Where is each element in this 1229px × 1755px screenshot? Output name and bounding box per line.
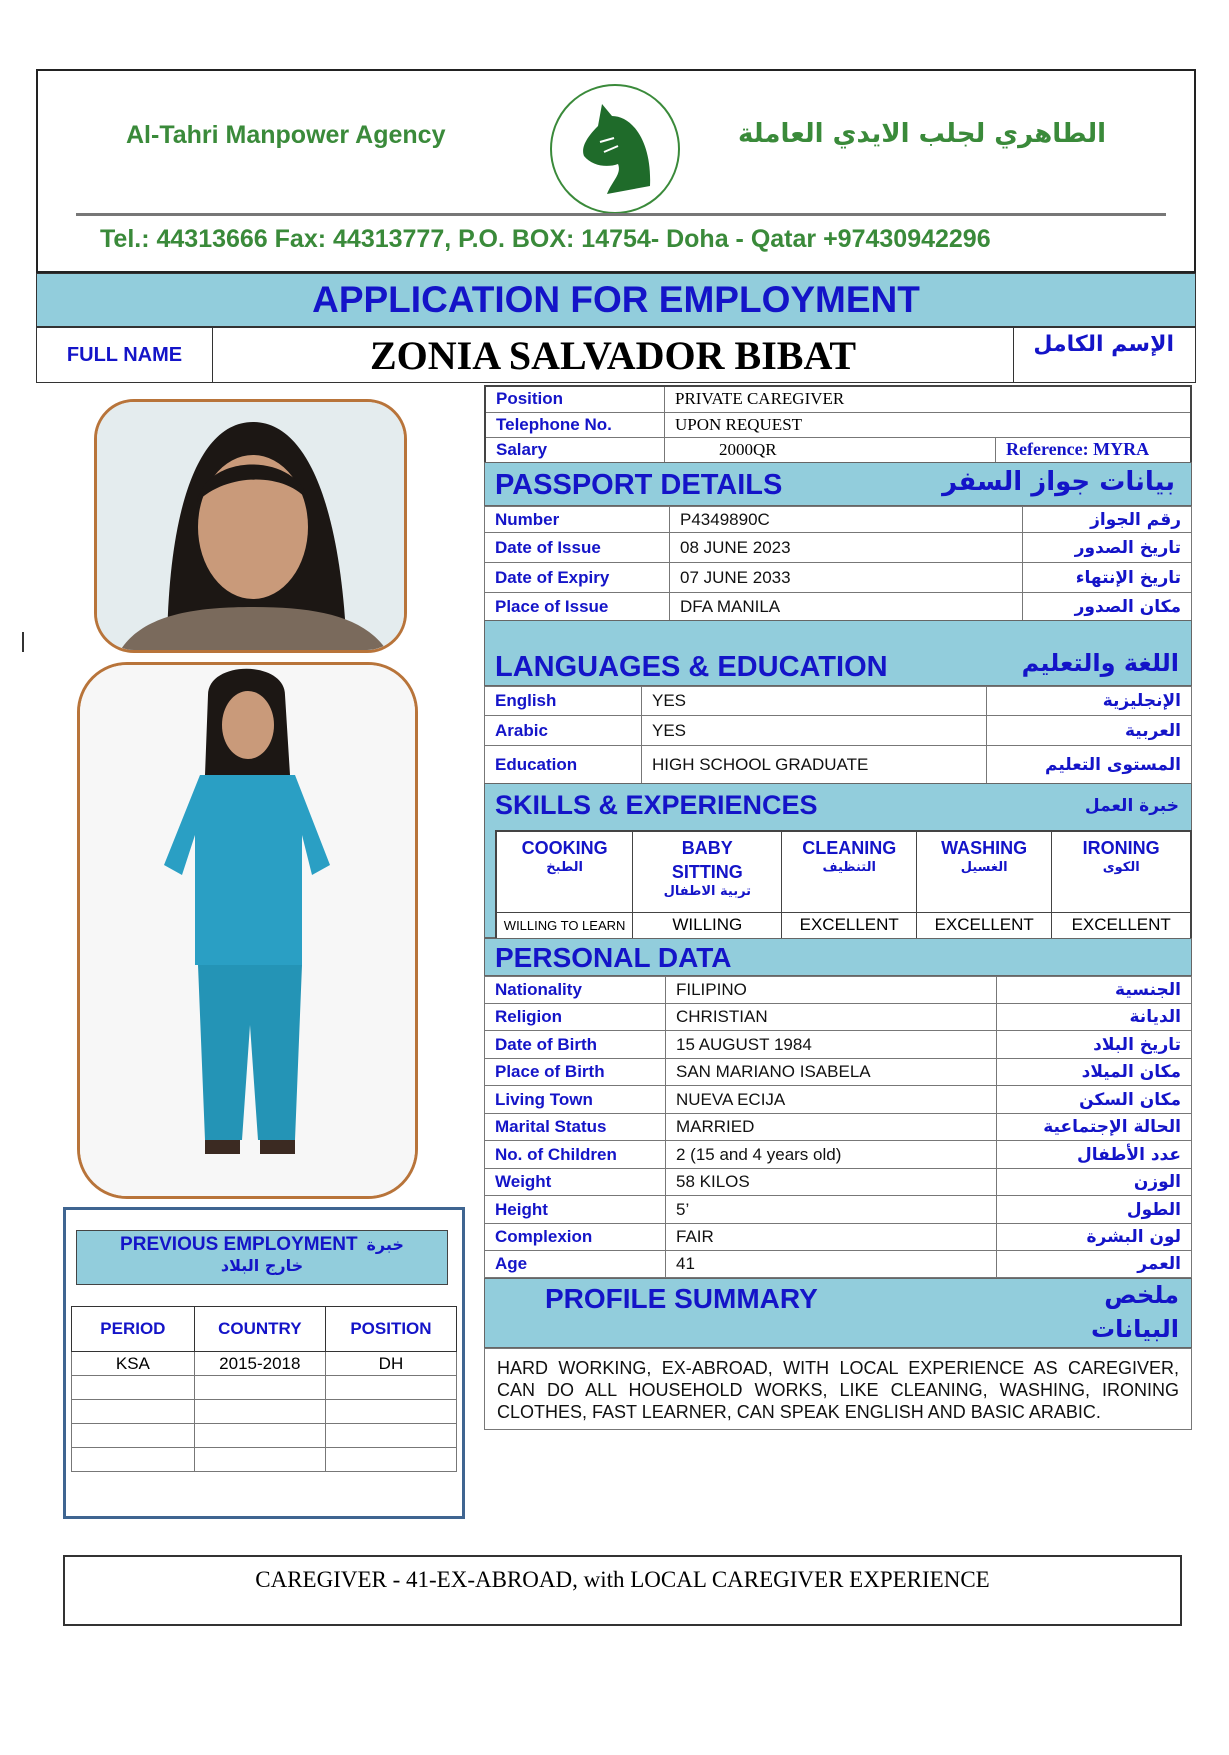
- skills-levels-row: [496, 912, 1191, 939]
- skill-name-ar: التنظيف: [822, 860, 876, 875]
- column-header: POSITION: [325, 1307, 456, 1352]
- form-title: APPLICATION FOR EMPLOYMENT: [312, 279, 920, 320]
- row-label: Education: [485, 746, 642, 784]
- row-value: 58 KILOS: [666, 1169, 997, 1196]
- job-info-table: [484, 385, 1192, 464]
- row-label-ar: تاريخ الإنتهاء: [1023, 563, 1192, 593]
- table-cell: 2015-2018: [194, 1352, 325, 1376]
- profile-summary-text: HARD WORKING, EX-ABROAD, WITH LOCAL EXPERIENCE AS CAREGIVER, CAN DO ALL HOUSEHOLD WORKS, LIKE CLEANING, WASHING, IRONING CLOTHES, FAST LEARNER, CAN SPEAK ENGLISH AND BASIC ARABIC.: [484, 1348, 1192, 1430]
- row-value: YES: [642, 716, 987, 746]
- skill-name-ar: الكوى: [1102, 860, 1140, 875]
- languages-title-ar: اللغة والتعليم: [1021, 649, 1179, 677]
- row-label: Nationality: [485, 977, 666, 1004]
- row-value: 15 AUGUST 1984: [666, 1031, 997, 1059]
- personal-header: [484, 938, 1192, 976]
- row-value: 2 (15 and 4 years old): [666, 1141, 997, 1169]
- form-title-band: [36, 273, 1196, 327]
- personal-table: [484, 976, 1192, 1278]
- row-value: MARRIED: [666, 1114, 997, 1141]
- row-label: Place of Issue: [485, 593, 670, 621]
- row-label: Date of Expiry: [485, 563, 670, 593]
- row-label: No. of Children: [485, 1141, 666, 1169]
- table-row: [72, 1424, 457, 1448]
- table-row: [485, 687, 1192, 716]
- table-cell: KSA: [72, 1352, 195, 1376]
- skills-names-row: [496, 831, 1191, 912]
- agency-name-ar: الطاهري لجلب الايدي العاملة: [738, 119, 1107, 149]
- row-label: Complexion: [485, 1224, 666, 1251]
- skill-level: WILLING TO LEARN: [496, 912, 633, 939]
- row-label-ar: الديانة: [997, 1004, 1192, 1031]
- row-label-ar: تاريخ البلاد: [997, 1031, 1192, 1059]
- table-cell: [194, 1448, 325, 1472]
- row-label-ar: رقم الجواز: [1023, 507, 1192, 533]
- row-label: Arabic: [485, 716, 642, 746]
- row-label: English: [485, 687, 642, 716]
- full-name-value: ZONIA SALVADOR BIBAT: [213, 328, 1014, 382]
- previous-employment-header: [76, 1230, 448, 1285]
- table-row: [72, 1352, 457, 1376]
- salary-label: Salary: [485, 437, 665, 463]
- skill-name: BABY SITTING: [671, 838, 743, 882]
- row-label: Religion: [485, 1004, 666, 1031]
- table-cell: [72, 1400, 195, 1424]
- row-label-ar: مكان الصدور: [1023, 593, 1192, 621]
- table-cell: [325, 1376, 456, 1400]
- full-name-label-ar: الإسم الكامل: [1033, 332, 1174, 357]
- table-cell: [194, 1424, 325, 1448]
- table-row: [485, 1251, 1192, 1278]
- row-value: HIGH SCHOOL GRADUATE: [642, 746, 987, 784]
- footer-note: CAREGIVER - 41-EX-ABROAD, with LOCAL CAREGIVER EXPERIENCE: [63, 1555, 1182, 1626]
- skill-level: WILLING: [633, 912, 782, 939]
- horse-logo-icon: [550, 84, 680, 214]
- skill-name: COOKING: [521, 838, 608, 858]
- row-label-ar: عدد الأطفال: [997, 1141, 1192, 1169]
- row-value: FAIR: [666, 1224, 997, 1251]
- table-row: [72, 1400, 457, 1424]
- row-value: CHRISTIAN: [666, 1004, 997, 1031]
- table-cell: [72, 1448, 195, 1472]
- header-divider: [76, 213, 1166, 216]
- table-row: [485, 593, 1192, 621]
- row-value: DFA MANILA: [670, 593, 1023, 621]
- profile-header: [484, 1278, 1192, 1348]
- row-value: 41: [666, 1251, 997, 1278]
- table-cell: [72, 1424, 195, 1448]
- row-value: 5’: [666, 1196, 997, 1224]
- row-label: Number: [485, 507, 670, 533]
- profile-title: PROFILE SUMMARY: [545, 1283, 818, 1314]
- passport-table: [484, 506, 1192, 621]
- skill-level: EXCELLENT: [1052, 912, 1191, 939]
- previous-employment-box: [63, 1207, 465, 1519]
- table-row: [485, 1141, 1192, 1169]
- row-label-ar: الجنسية: [997, 977, 1192, 1004]
- position-label: Position: [485, 386, 665, 412]
- profile-title-ar-1: ملخص: [1104, 1281, 1179, 1309]
- skill-name-ar: الطبخ: [546, 860, 583, 875]
- skill-level: EXCELLENT: [917, 912, 1052, 939]
- table-cell: [194, 1400, 325, 1424]
- full-name-label: FULL NAME: [37, 328, 213, 382]
- full-name-row: [36, 327, 1196, 383]
- profile-title-ar-2: البيانات: [1091, 1315, 1179, 1343]
- telephone-value: UPON REQUEST: [665, 412, 1192, 437]
- previous-employment-title-ar-1: خبرة: [366, 1235, 404, 1254]
- table-row: [72, 1448, 457, 1472]
- skill-header: [782, 831, 917, 912]
- passport-title-ar: بيانات جواز السفر: [942, 467, 1175, 497]
- row-label-ar: الإنجليزية: [987, 687, 1192, 716]
- row-label-ar: المستوى التعليم: [987, 746, 1192, 784]
- previous-employment-table: [71, 1306, 457, 1472]
- full-body-photo: [77, 662, 418, 1199]
- row-label: Living Town: [485, 1086, 666, 1114]
- row-label-ar: العربية: [987, 716, 1192, 746]
- table-row: [485, 563, 1192, 593]
- skill-header: [917, 831, 1052, 912]
- reference: Reference: MYRA: [996, 437, 1192, 463]
- languages-table: [484, 686, 1192, 784]
- skill-name-ar: تربية الاطفال: [663, 884, 752, 899]
- personal-title: PERSONAL DATA: [495, 942, 732, 973]
- table-cell: [194, 1376, 325, 1400]
- portrait-photo: [94, 399, 407, 653]
- table-row: [485, 1114, 1192, 1141]
- skills-title-ar: خبرة العمل: [1084, 796, 1179, 816]
- skill-name: CLEANING: [802, 838, 897, 858]
- row-label-ar: لون البشرة: [997, 1224, 1192, 1251]
- skill-level: EXCELLENT: [782, 912, 917, 939]
- table-row: [72, 1376, 457, 1400]
- row-label: Height: [485, 1196, 666, 1224]
- table-header-row: [72, 1307, 457, 1352]
- table-cell: [325, 1424, 456, 1448]
- agency-name-en: Al-Tahri Manpower Agency: [126, 121, 446, 149]
- table-row: [485, 507, 1192, 533]
- table-row: [485, 1031, 1192, 1059]
- table-row: [485, 533, 1192, 563]
- table-row: [485, 1169, 1192, 1196]
- skill-header: [633, 831, 782, 912]
- row-value: P4349890C: [670, 507, 1023, 533]
- row-value: NUEVA ECIJA: [666, 1086, 997, 1114]
- letterhead: [36, 69, 1196, 273]
- row-label-ar: الطول: [997, 1196, 1192, 1224]
- table-row: [485, 1224, 1192, 1251]
- skill-header: [496, 831, 633, 912]
- row-label-ar: مكان السكن: [997, 1086, 1192, 1114]
- table-cell: DH: [325, 1352, 456, 1376]
- row-label-ar: الحالة الإجتماعية: [997, 1114, 1192, 1141]
- table-row: [485, 1059, 1192, 1086]
- row-value: SAN MARIANO ISABELA: [666, 1059, 997, 1086]
- table-cell: [325, 1400, 456, 1424]
- table-row: [485, 716, 1192, 746]
- table-row: [485, 1196, 1192, 1224]
- table-row: [485, 977, 1192, 1004]
- passport-header: [484, 462, 1192, 506]
- languages-title: LANGUAGES & EDUCATION: [495, 651, 888, 683]
- row-label-ar: مكان الميلاد: [997, 1059, 1192, 1086]
- row-label-ar: تاريخ الصدور: [1023, 533, 1192, 563]
- table-cell: [72, 1376, 195, 1400]
- table-cell: [325, 1448, 456, 1472]
- skill-header: [1052, 831, 1191, 912]
- row-label: Marital Status: [485, 1114, 666, 1141]
- table-row: [485, 1086, 1192, 1114]
- passport-title: PASSPORT DETAILS: [495, 469, 783, 501]
- row-label: Place of Birth: [485, 1059, 666, 1086]
- row-label: Age: [485, 1251, 666, 1278]
- row-label: Date of Birth: [485, 1031, 666, 1059]
- previous-employment-title-ar-2: خارج البلاد: [220, 1256, 304, 1275]
- table-row: [485, 746, 1192, 784]
- previous-employment-title: PREVIOUS EMPLOYMENT: [120, 1234, 358, 1255]
- row-label: Weight: [485, 1169, 666, 1196]
- table-row: [485, 1004, 1192, 1031]
- row-value: 07 JUNE 2033: [670, 563, 1023, 593]
- languages-header: [484, 620, 1192, 686]
- text-cursor: [22, 632, 24, 652]
- salary-value: 2000QR: [665, 437, 996, 463]
- row-label-ar: الوزن: [997, 1169, 1192, 1196]
- skills-table: [495, 830, 1192, 940]
- row-label: Date of Issue: [485, 533, 670, 563]
- column-header: PERIOD: [72, 1307, 195, 1352]
- skill-name-ar: الغسيل: [960, 860, 1008, 875]
- row-label-ar: العمر: [997, 1251, 1192, 1278]
- column-header: COUNTRY: [194, 1307, 325, 1352]
- contact-info: Tel.: 44313666 Fax: 44313777, P.O. BOX: 14754- Doha - Qatar +97430942296: [100, 225, 991, 253]
- row-value: FILIPINO: [666, 977, 997, 1004]
- position-value: PRIVATE CAREGIVER: [665, 386, 1192, 412]
- skill-name: WASHING: [941, 838, 1028, 858]
- skills-title: SKILLS & EXPERIENCES: [495, 790, 818, 820]
- row-value: 08 JUNE 2023: [670, 533, 1023, 563]
- telephone-label: Telephone No.: [485, 412, 665, 437]
- row-value: YES: [642, 687, 987, 716]
- skill-name: IRONING: [1082, 838, 1160, 858]
